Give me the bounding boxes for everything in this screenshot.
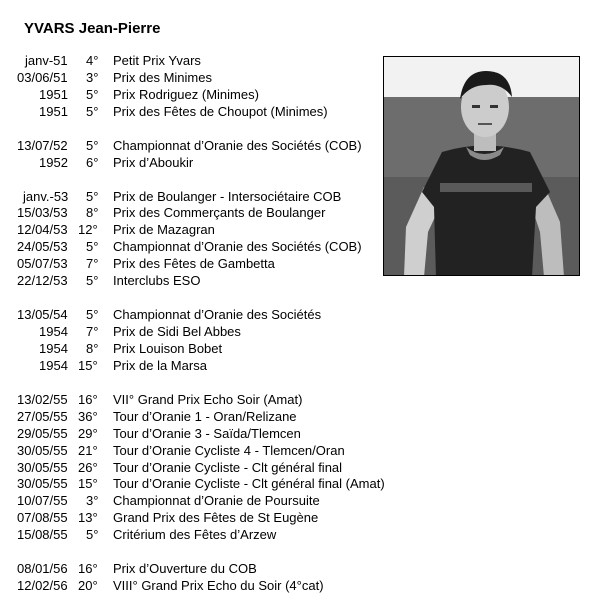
result-row bbox=[0, 104, 395, 121]
result-date: 15/08/55 bbox=[17, 527, 68, 543]
result-row bbox=[0, 189, 395, 206]
result-row bbox=[0, 426, 395, 443]
result-place: 29° bbox=[78, 425, 98, 441]
result-row bbox=[0, 578, 395, 595]
result-place: 5° bbox=[86, 103, 99, 119]
result-row bbox=[0, 460, 395, 477]
cyclist-portrait-image bbox=[384, 57, 580, 276]
result-place: 5° bbox=[86, 188, 99, 204]
result-race: Tour d’Oranie 3 - Saïda/Tlemcen bbox=[113, 425, 301, 441]
result-date: 12/04/53 bbox=[17, 222, 68, 238]
result-date: 10/07/55 bbox=[17, 493, 68, 509]
result-date: 05/07/53 bbox=[17, 256, 68, 272]
result-date: 03/06/51 bbox=[17, 69, 68, 85]
result-race: Prix des Commerçants de Boulanger bbox=[113, 205, 326, 221]
result-row bbox=[0, 527, 395, 544]
result-row bbox=[0, 443, 395, 460]
result-race: Critérium des Fêtes d’Arzew bbox=[113, 527, 277, 543]
result-place: 7° bbox=[86, 324, 99, 339]
result-place: 21° bbox=[78, 442, 98, 458]
result-row bbox=[0, 53, 395, 70]
result-date: 13/05/54 bbox=[17, 307, 68, 323]
result-place: 7° bbox=[86, 256, 99, 272]
result-date: 13/07/52 bbox=[17, 137, 68, 153]
section-gap bbox=[0, 544, 395, 561]
result-race: Championnat d’Oranie des Sociétés (COB) bbox=[113, 239, 362, 255]
result-row bbox=[0, 358, 395, 375]
result-place: 26° bbox=[78, 459, 98, 475]
result-race: Prix de Sidi Bel Abbes bbox=[113, 324, 241, 339]
result-date: 08/01/56 bbox=[17, 561, 68, 577]
result-row bbox=[0, 70, 395, 87]
result-race: Grand Prix des Fêtes de St Eugène bbox=[113, 510, 319, 526]
cyclist-photo bbox=[383, 56, 580, 276]
result-place: 20° bbox=[78, 578, 98, 594]
section-gap bbox=[0, 172, 395, 189]
result-row bbox=[0, 87, 395, 104]
result-date: janv-51 bbox=[25, 53, 68, 68]
result-row bbox=[0, 205, 395, 222]
result-date: 07/08/55 bbox=[17, 510, 68, 526]
result-race: Tour d’Oranie Cycliste - Clt général final bbox=[113, 459, 343, 475]
result-place: 15° bbox=[78, 357, 98, 373]
result-row bbox=[0, 409, 395, 426]
result-row bbox=[0, 222, 395, 239]
result-row bbox=[0, 493, 395, 510]
result-race: Petit Prix Yvars bbox=[113, 53, 201, 68]
result-race: Prix d’Aboukir bbox=[113, 154, 194, 170]
result-place: 13° bbox=[78, 510, 98, 526]
result-place: 16° bbox=[78, 391, 98, 407]
result-race: Tour d’Oranie Cycliste - Clt général final (Amat) bbox=[113, 476, 385, 492]
result-race: Championnat d’Oranie des Sociétés bbox=[113, 307, 322, 323]
result-date: 1954 bbox=[39, 324, 68, 339]
result-place: 3° bbox=[86, 69, 99, 85]
result-row bbox=[0, 324, 395, 341]
result-row bbox=[0, 476, 395, 493]
result-row bbox=[0, 155, 395, 172]
result-race: Prix de Boulanger - Intersociétaire COB bbox=[113, 188, 342, 204]
result-date: 22/12/53 bbox=[17, 273, 68, 289]
result-date: 30/05/55 bbox=[17, 476, 68, 492]
result-race: Prix des Fêtes de Choupot (Minimes) bbox=[113, 103, 328, 119]
result-date: 24/05/53 bbox=[17, 239, 68, 255]
result-race: Prix d’Ouverture du COB bbox=[113, 561, 257, 577]
result-date: 1954 bbox=[39, 340, 68, 356]
result-race: Interclubs ESO bbox=[113, 273, 201, 289]
result-race: Tour d’Oranie 1 - Oran/Relizane bbox=[113, 408, 297, 424]
section-gap bbox=[0, 121, 395, 138]
result-place: 5° bbox=[86, 137, 99, 153]
result-race: Prix Rodriguez (Minimes) bbox=[113, 86, 259, 102]
result-race: Prix Louison Bobet bbox=[113, 340, 223, 356]
result-race: Tour d’Oranie Cycliste 4 - Tlemcen/Oran bbox=[113, 442, 345, 458]
result-row bbox=[0, 138, 395, 155]
result-date: 13/02/55 bbox=[17, 391, 68, 407]
result-row bbox=[0, 561, 395, 578]
result-date: 1951 bbox=[39, 103, 68, 119]
result-place: 15° bbox=[78, 476, 98, 492]
result-race: VIII° Grand Prix Echo du Soir (4°cat) bbox=[113, 578, 324, 594]
section-gap bbox=[0, 375, 395, 392]
result-date: 29/05/55 bbox=[17, 425, 68, 441]
result-place: 8° bbox=[86, 340, 99, 356]
result-place: 5° bbox=[86, 273, 99, 289]
result-place: 3° bbox=[86, 493, 99, 509]
result-place: 6° bbox=[86, 154, 99, 170]
result-row bbox=[0, 510, 395, 527]
result-race: VII° Grand Prix Echo Soir (Amat) bbox=[113, 391, 303, 407]
result-row bbox=[0, 239, 395, 256]
result-place: 5° bbox=[86, 527, 99, 543]
result-row bbox=[0, 256, 395, 273]
page-title: YVARS Jean-Pierre bbox=[24, 20, 161, 37]
result-race: Prix des Fêtes de Gambetta bbox=[113, 256, 275, 272]
result-race: Championnat d’Oranie des Sociétés (COB) bbox=[113, 137, 362, 153]
result-date: 30/05/55 bbox=[17, 442, 68, 458]
result-place: 16° bbox=[78, 561, 98, 577]
section-gap bbox=[0, 290, 395, 307]
result-place: 5° bbox=[86, 239, 99, 255]
result-row bbox=[0, 341, 395, 358]
result-place: 4° bbox=[86, 53, 99, 68]
result-race: Prix de la Marsa bbox=[113, 357, 207, 373]
result-place: 12° bbox=[78, 222, 98, 238]
result-row bbox=[0, 273, 395, 290]
result-place: 5° bbox=[86, 307, 99, 323]
result-place: 5° bbox=[86, 86, 99, 102]
result-date: janv.-53 bbox=[23, 188, 69, 204]
result-date: 27/05/55 bbox=[17, 408, 68, 424]
result-place: 8° bbox=[86, 205, 99, 221]
result-place: 36° bbox=[78, 408, 98, 424]
result-row bbox=[0, 307, 395, 324]
result-date: 1952 bbox=[39, 154, 68, 170]
result-date: 30/05/55 bbox=[17, 459, 68, 475]
result-date: 1951 bbox=[39, 86, 68, 102]
result-row bbox=[0, 392, 395, 409]
result-date: 15/03/53 bbox=[17, 205, 68, 221]
result-race: Prix des Minimes bbox=[113, 69, 212, 85]
results-list bbox=[0, 53, 395, 595]
result-race: Championnat d’Oranie de Poursuite bbox=[113, 493, 320, 509]
result-date: 12/02/56 bbox=[17, 578, 68, 594]
result-date: 1954 bbox=[39, 357, 68, 373]
result-race: Prix de Mazagran bbox=[113, 222, 215, 238]
